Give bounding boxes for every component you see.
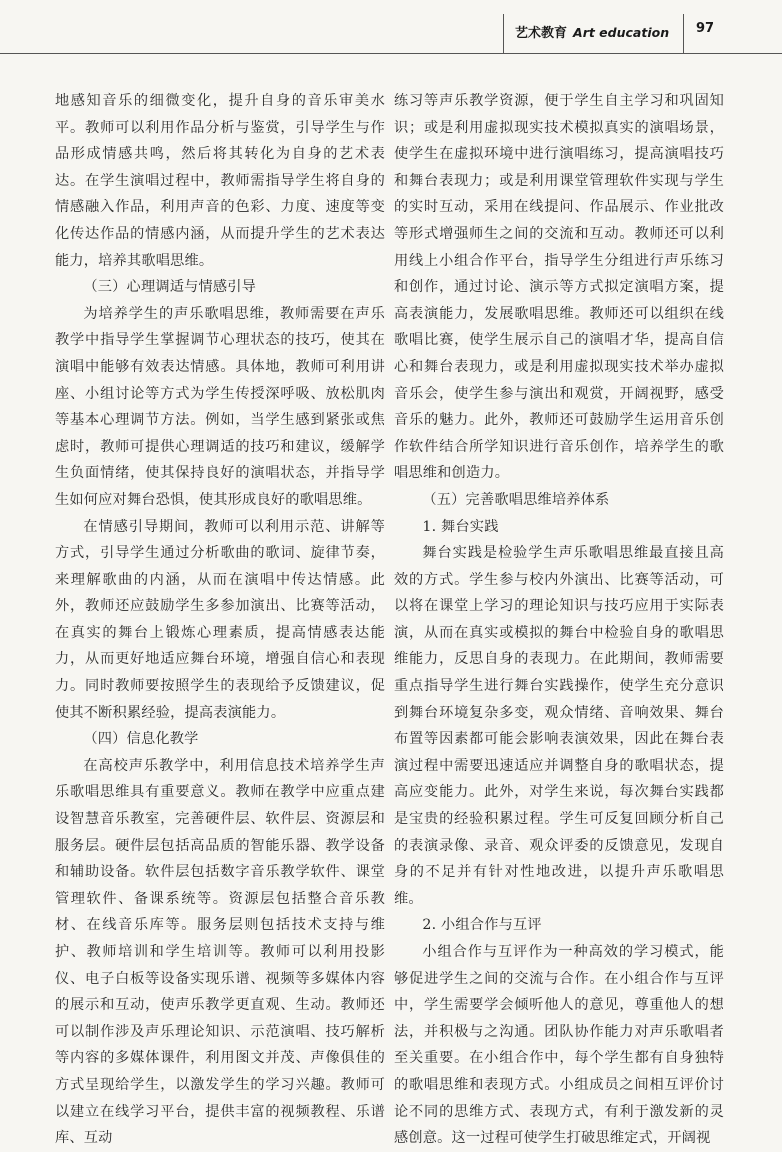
page-header — [0, 0, 782, 60]
right-column — [394, 88, 724, 1152]
paragraph: 在高校声乐教学中，利用信息技术培养学生声乐歌唱思维具有重要意义。教师在教学中应重点建设智慧音乐教室，完善硬件层、软件层、资源层和服务层。硬件层包括高品质的智能乐器、教学设备和辅助设备。软件层包括数字音乐教学软件、课堂管理软件、备课系统等。资源层包括整合音乐教材、在线音乐库等。服务层则包括技术支持与维护、教师培训和学生培训等。教师可以利用投影仪、电子白板等设备实现乐谱、视频等多媒体内容的展示和互动，使声乐教学更直观、生动。教师还可以制作涉及声乐理论知识、示范演唱、技巧解析等内容的多媒体课件，利用图文并茂、声像俱佳的方式呈现给学生，以激发学生的学习兴趣。教师可以建立在线学习平台，提供丰富的视频教程、乐谱库、互动 — [55, 757, 385, 1147]
paragraph: 在情感引导期间，教师可以利用示范、讲解等方式，引导学生通过分析歌曲的歌词、旋律节奏，来理解歌曲的内涵，从而在演唱中传达情感。此外，教师还应鼓励学生多参加演出、比赛等活动，在真实的舞台上锻炼心理素质，提高情感表达能力，从而更好地适应舞台环境，增强自信心和表现力。同时教师要按照学生的表现给予反馈建议，促使其不断积累经验，提高表演能力。 — [55, 518, 385, 721]
journal-name — [515, 22, 669, 41]
journal-name-en: Art education — [573, 25, 670, 40]
paragraph: 练习等声乐教学资源，便于学生自主学习和巩固知识；或是利用虚拟现实技术模拟真实的演唱场景，使学生在虚拟环境中进行演唱练习，提高演唱技巧和舞台表现力；或是利用课堂管理软件实现与学生的实时互动，采用在线提问、作品展示、作业批改等形式增强师生之间的交流和互动。教师还可以利用线上小组合作平台，指导学生分组进行声乐练习和创作，通过讨论、演示等方式拟定演唱方案，提高表演能力，发展歌唱思维。教师还可以组织在线歌唱比赛，使学生展示自己的演唱才华，提高自信心和舞台表现力，或是利用虚拟现实技术举办虚拟音乐会，使学生参与演出和观赏，开阔视野，感受音乐的魅力。此外，教师还可鼓励学生运用音乐创作软件结合所学知识进行音乐创作，培养学生的歌唱思维和创造力。 — [394, 93, 724, 482]
subsection-heading: 1. 舞台实践 — [422, 518, 499, 535]
section-heading: （三）心理调适与情感引导 — [83, 279, 257, 296]
section-heading: （四）信息化教学 — [83, 731, 199, 748]
paragraph: 小组合作与互评作为一种高效的学习模式，能够促进学生之间的交流与合作。在小组合作与互评中，学生需要学会倾听他人的意见，尊重他人的想法，并积极与之沟通。团队协作能力对声乐歌唱者至关重要。在小组合作中，每个学生都有自身独特的歌唱思维和表现方式。小组成员之间相互评价讨论不同的思维方式、表现方式，有利于激发新的灵感创意。这一过程可使学生打破思维定式，开阔视 — [394, 944, 724, 1147]
subsection-heading: 2. 小组合作与互评 — [422, 917, 542, 934]
page-number: 97 — [696, 21, 715, 36]
journal-name-cn: 艺术教育 — [515, 26, 568, 41]
header-divider-left — [503, 14, 504, 54]
paragraph: 为培养学生的声乐歌唱思维，教师需要在声乐教学中指导学生掌握调节心理状态的技巧，使其在演唱中能够有效表达情感。具体地，教师可利用讲座、小组讨论等方式为学生传授深呼吸、放松肌肉等基本心理调节方法。例如，当学生感到紧张或焦虑时，教师可提供心理调适的技巧和建议，缓解学生负面情绪，使其保持良好的演唱状态，并指导学生如何应对舞台恐惧，使其形成良好的歌唱思维。 — [55, 305, 385, 508]
header-divider-right — [683, 14, 684, 54]
header-rule — [0, 53, 782, 54]
section-heading: （五）完善歌唱思维培养体系 — [422, 491, 610, 508]
paragraph: 舞台实践是检验学生声乐歌唱思维最直接且高效的方式。学生参与校内外演出、比赛等活动，可以将在课堂上学习的理论知识与技巧应用于实际表演，从而在真实或模拟的舞台中检验自身的歌唱思维能力，反思自身的表现力。在此期间，教师需要重点指导学生进行舞台实践操作，使学生充分意识到舞台环境复杂多变，观众情绪、音响效果、舞台布置等因素都可能会影响表演效果，因此在舞台表演过程中需要迅速适应并调整自身的歌唱状态，提高应变能力。此外，对学生来说，每次舞台实践都是宝贵的经验积累过程。学生可反复回顾分析自己的表演录像、录音、观众评委的反馈意见，发现自身的不足并有针对性地改进，以提升声乐歌唱思维。 — [394, 545, 724, 907]
paragraph: 地感知音乐的细微变化，提升自身的音乐审美水平。教师可以利用作品分析与鉴赏，引导学生与作品形成情感共鸣，然后将其转化为自身的艺术表达。在学生演唱过程中，教师需指导学生将自身的情感融入作品，利用声音的色彩、力度、速度等变化传达作品的情感内涵，从而提升学生的艺术表达能力，培养其歌唱思维。 — [55, 93, 385, 269]
left-column — [55, 88, 385, 1152]
